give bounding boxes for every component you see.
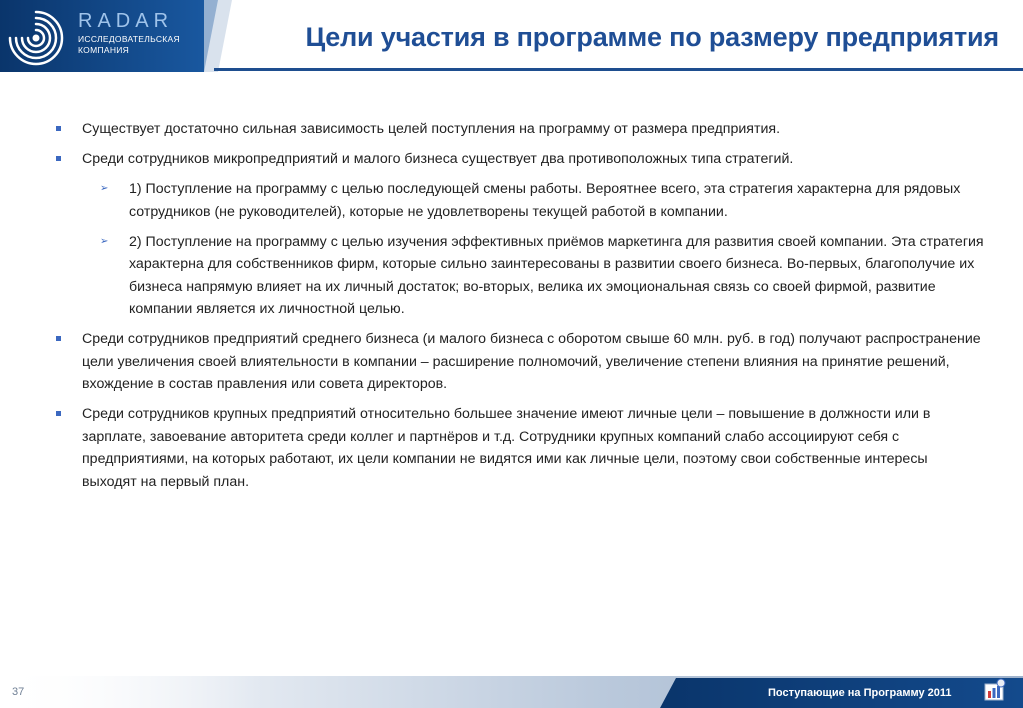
bullet-text: Среди сотрудников предприятий среднего бизнеса (и малого бизнеса с оборотом свыше 60 млн. руб. в год) получают распространение цели увеличения своей влиятельности в компании – расширение полномочий, увеличение степени влияния на принятие решений, вхождение в состав правления или совета директоров.	[82, 331, 981, 392]
brand-block	[78, 10, 180, 56]
arrow-bullet-icon: ➢	[100, 235, 109, 247]
brand-subtitle-line2: КОМПАНИЯ	[78, 45, 130, 55]
square-bullet-icon	[56, 126, 61, 131]
radar-logo-icon	[6, 8, 72, 68]
square-bullet-icon	[56, 336, 61, 341]
sub-bullet-item	[54, 231, 984, 321]
program-emblem-icon	[980, 677, 1008, 705]
square-bullet-icon	[56, 156, 61, 161]
bullet-item	[54, 118, 984, 141]
sub-bullet-text: 2) Поступление на программу с целью изучения эффективных приёмов маркетинга для развития своей компании. Эта стратегия характерна для собственников фирм, которые сильно заинтересованы в развитии своего бизнеса. Во-первых, благополучие их бизнеса напрямую влияет на их личный достаток; во-вторых, велика их эмоциональная связь со своей фирмой, развитие компании является их личностной целью.	[129, 233, 984, 317]
bullet-item	[54, 328, 984, 396]
slide-body	[54, 118, 984, 501]
slide-header	[0, 0, 1023, 72]
arrow-bullet-icon: ➢	[100, 183, 109, 194]
sub-bullet-text: 1) Поступление на программу с целью последующей смены работы. Вероятнее всего, эта стратегия характерна для рядовых сотрудников (не руководителей), которые не удовлетворены текущей работой в компании.	[129, 181, 961, 220]
bullet-text: Среди сотрудников крупных предприятий относительно большее значение имеют личные цели – повышение в должности или в зарплате, завоевание авторитета среди коллег и партнёров и т.д. Сотрудники крупных компаний слабо ассоциируют себя с предприятиями, на которых работают, их цели компании не видятся ими как личные цели, поэтому свои собственные интересы выходят на первый план.	[82, 406, 931, 490]
bullet-item	[54, 148, 984, 171]
title-underline	[214, 68, 1023, 71]
page-number: 37	[12, 686, 25, 698]
bullet-text: Существует достаточно сильная зависимость целей поступления на программу от размера предприятия.	[82, 121, 781, 137]
brand-subtitle-line1: ИССЛЕДОВАТЕЛЬСКАЯ	[78, 34, 180, 44]
bullet-text: Среди сотрудников микропредприятий и малого бизнеса существует два противоположных типа стратегий.	[82, 151, 794, 167]
slide-footer	[0, 672, 1023, 708]
slide-title: Цели участия в программе по размеру предприятия	[305, 22, 999, 52]
brand-name: RADAR	[78, 10, 174, 32]
square-bullet-icon	[56, 411, 61, 416]
sub-bullet-item	[54, 178, 984, 223]
bullet-item	[54, 403, 984, 493]
footer-title: Поступающие на Программу 2011	[768, 687, 952, 699]
